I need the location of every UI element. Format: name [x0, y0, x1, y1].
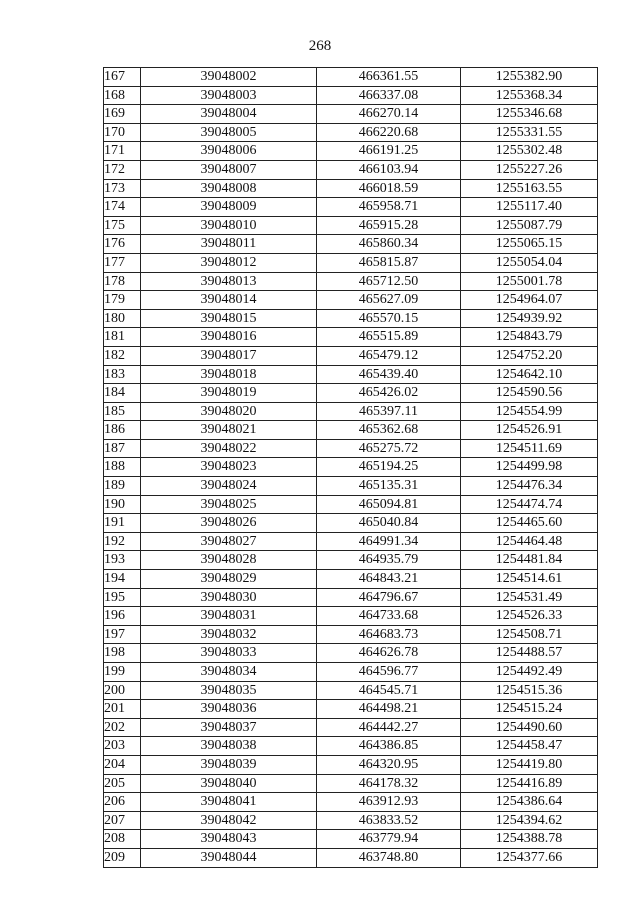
row-number-cell: 182 — [104, 346, 141, 365]
row-number-cell: 195 — [104, 588, 141, 607]
y-coordinate-cell: 1254752.20 — [461, 346, 598, 365]
point-id-cell: 39048021 — [141, 421, 317, 440]
y-coordinate-cell: 1254642.10 — [461, 365, 598, 384]
point-id-cell: 39048023 — [141, 458, 317, 477]
row-number-cell: 187 — [104, 439, 141, 458]
table-row — [104, 291, 598, 310]
y-coordinate-cell: 1255368.34 — [461, 86, 598, 105]
x-coordinate-cell: 465815.87 — [317, 253, 461, 272]
y-coordinate-cell: 1255302.48 — [461, 142, 598, 161]
y-coordinate-cell: 1255054.04 — [461, 253, 598, 272]
y-coordinate-cell: 1255087.79 — [461, 216, 598, 235]
point-id-cell: 39048004 — [141, 105, 317, 124]
point-id-cell: 39048012 — [141, 253, 317, 272]
point-id-cell: 39048030 — [141, 588, 317, 607]
y-coordinate-cell: 1255382.90 — [461, 68, 598, 87]
y-coordinate-cell: 1254474.74 — [461, 495, 598, 514]
table-row — [104, 570, 598, 589]
row-number-cell: 192 — [104, 532, 141, 551]
row-number-cell: 196 — [104, 607, 141, 626]
y-coordinate-cell: 1254531.49 — [461, 588, 598, 607]
table-row — [104, 235, 598, 254]
y-coordinate-cell: 1255065.15 — [461, 235, 598, 254]
row-number-cell: 174 — [104, 198, 141, 217]
x-coordinate-cell: 465915.28 — [317, 216, 461, 235]
table-row — [104, 439, 598, 458]
row-number-cell: 183 — [104, 365, 141, 384]
point-id-cell: 39048019 — [141, 384, 317, 403]
row-number-cell: 203 — [104, 737, 141, 756]
y-coordinate-cell: 1254939.92 — [461, 309, 598, 328]
table-row — [104, 793, 598, 812]
point-id-cell: 39048040 — [141, 774, 317, 793]
y-coordinate-cell: 1254490.60 — [461, 718, 598, 737]
y-coordinate-cell: 1254464.48 — [461, 532, 598, 551]
point-id-cell: 39048013 — [141, 272, 317, 291]
table-row — [104, 421, 598, 440]
point-id-cell: 39048028 — [141, 551, 317, 570]
x-coordinate-cell: 465040.84 — [317, 514, 461, 533]
y-coordinate-cell: 1254843.79 — [461, 328, 598, 347]
y-coordinate-cell: 1254526.91 — [461, 421, 598, 440]
y-coordinate-cell: 1254377.66 — [461, 848, 598, 867]
x-coordinate-cell: 464178.32 — [317, 774, 461, 793]
x-coordinate-cell: 464935.79 — [317, 551, 461, 570]
point-id-cell: 39048039 — [141, 755, 317, 774]
point-id-cell: 39048007 — [141, 160, 317, 179]
y-coordinate-cell: 1255163.55 — [461, 179, 598, 198]
table-row — [104, 811, 598, 830]
y-coordinate-cell: 1254514.61 — [461, 570, 598, 589]
x-coordinate-cell: 466270.14 — [317, 105, 461, 124]
y-coordinate-cell: 1254388.78 — [461, 830, 598, 849]
point-id-cell: 39048038 — [141, 737, 317, 756]
row-number-cell: 207 — [104, 811, 141, 830]
table-row — [104, 774, 598, 793]
table-row — [104, 384, 598, 403]
row-number-cell: 170 — [104, 123, 141, 142]
table-row — [104, 848, 598, 867]
row-number-cell: 184 — [104, 384, 141, 403]
x-coordinate-cell: 465362.68 — [317, 421, 461, 440]
y-coordinate-cell: 1254515.36 — [461, 681, 598, 700]
point-id-cell: 39048010 — [141, 216, 317, 235]
point-id-cell: 39048043 — [141, 830, 317, 849]
x-coordinate-cell: 464796.67 — [317, 588, 461, 607]
row-number-cell: 175 — [104, 216, 141, 235]
row-number-cell: 190 — [104, 495, 141, 514]
y-coordinate-cell: 1255117.40 — [461, 198, 598, 217]
x-coordinate-cell: 465627.09 — [317, 291, 461, 310]
x-coordinate-cell: 466361.55 — [317, 68, 461, 87]
table-row — [104, 68, 598, 87]
table-row — [104, 160, 598, 179]
x-coordinate-cell: 465426.02 — [317, 384, 461, 403]
y-coordinate-cell: 1254458.47 — [461, 737, 598, 756]
page-number: 268 — [308, 38, 332, 54]
x-coordinate-cell: 464442.27 — [317, 718, 461, 737]
x-coordinate-cell: 464596.77 — [317, 663, 461, 682]
table-row — [104, 365, 598, 384]
table-row — [104, 198, 598, 217]
row-number-cell: 188 — [104, 458, 141, 477]
table-row — [104, 142, 598, 161]
x-coordinate-cell: 465712.50 — [317, 272, 461, 291]
y-coordinate-cell: 1254386.64 — [461, 793, 598, 812]
row-number-cell: 206 — [104, 793, 141, 812]
point-id-cell: 39048025 — [141, 495, 317, 514]
y-coordinate-cell: 1254394.62 — [461, 811, 598, 830]
x-coordinate-cell: 466018.59 — [317, 179, 461, 198]
x-coordinate-cell: 465194.25 — [317, 458, 461, 477]
row-number-cell: 169 — [104, 105, 141, 124]
table-row — [104, 216, 598, 235]
y-coordinate-cell: 1255331.55 — [461, 123, 598, 142]
x-coordinate-cell: 463833.52 — [317, 811, 461, 830]
row-number-cell: 193 — [104, 551, 141, 570]
x-coordinate-cell: 466337.08 — [317, 86, 461, 105]
x-coordinate-cell: 465515.89 — [317, 328, 461, 347]
y-coordinate-cell: 1254465.60 — [461, 514, 598, 533]
table-row — [104, 830, 598, 849]
x-coordinate-cell: 464991.34 — [317, 532, 461, 551]
x-coordinate-cell: 464498.21 — [317, 700, 461, 719]
x-coordinate-cell: 465479.12 — [317, 346, 461, 365]
point-id-cell: 39048005 — [141, 123, 317, 142]
table-row — [104, 477, 598, 496]
point-id-cell: 39048020 — [141, 402, 317, 421]
table-row — [104, 737, 598, 756]
row-number-cell: 177 — [104, 253, 141, 272]
y-coordinate-cell: 1254488.57 — [461, 644, 598, 663]
point-id-cell: 39048022 — [141, 439, 317, 458]
y-coordinate-cell: 1254416.89 — [461, 774, 598, 793]
row-number-cell: 167 — [104, 68, 141, 87]
y-coordinate-cell: 1254508.71 — [461, 625, 598, 644]
point-id-cell: 39048026 — [141, 514, 317, 533]
row-number-cell: 189 — [104, 477, 141, 496]
table-row — [104, 179, 598, 198]
row-number-cell: 179 — [104, 291, 141, 310]
point-id-cell: 39048011 — [141, 235, 317, 254]
row-number-cell: 185 — [104, 402, 141, 421]
table-row — [104, 105, 598, 124]
x-coordinate-cell: 465570.15 — [317, 309, 461, 328]
row-number-cell: 197 — [104, 625, 141, 644]
point-id-cell: 39048044 — [141, 848, 317, 867]
row-number-cell: 208 — [104, 830, 141, 849]
x-coordinate-cell: 464545.71 — [317, 681, 461, 700]
point-id-cell: 39048042 — [141, 811, 317, 830]
point-id-cell: 39048034 — [141, 663, 317, 682]
row-number-cell: 201 — [104, 700, 141, 719]
x-coordinate-cell: 463912.93 — [317, 793, 461, 812]
y-coordinate-cell: 1254499.98 — [461, 458, 598, 477]
y-coordinate-cell: 1254476.34 — [461, 477, 598, 496]
y-coordinate-cell: 1254515.24 — [461, 700, 598, 719]
point-id-cell: 39048031 — [141, 607, 317, 626]
point-id-cell: 39048015 — [141, 309, 317, 328]
table-row — [104, 644, 598, 663]
row-number-cell: 172 — [104, 160, 141, 179]
x-coordinate-cell: 463748.80 — [317, 848, 461, 867]
table-row — [104, 495, 598, 514]
x-coordinate-cell: 464683.73 — [317, 625, 461, 644]
row-number-cell: 194 — [104, 570, 141, 589]
point-id-cell: 39048037 — [141, 718, 317, 737]
x-coordinate-cell: 465094.81 — [317, 495, 461, 514]
y-coordinate-cell: 1255001.78 — [461, 272, 598, 291]
table-row — [104, 123, 598, 142]
table-row — [104, 663, 598, 682]
point-id-cell: 39048036 — [141, 700, 317, 719]
x-coordinate-cell: 464320.95 — [317, 755, 461, 774]
x-coordinate-cell: 466191.25 — [317, 142, 461, 161]
x-coordinate-cell: 466103.94 — [317, 160, 461, 179]
table-row — [104, 551, 598, 570]
row-number-cell: 171 — [104, 142, 141, 161]
x-coordinate-cell: 465958.71 — [317, 198, 461, 217]
point-id-cell: 39048008 — [141, 179, 317, 198]
x-coordinate-cell: 464843.21 — [317, 570, 461, 589]
x-coordinate-cell: 465135.31 — [317, 477, 461, 496]
point-id-cell: 39048002 — [141, 68, 317, 87]
y-coordinate-cell: 1255227.26 — [461, 160, 598, 179]
point-id-cell: 39048006 — [141, 142, 317, 161]
point-id-cell: 39048003 — [141, 86, 317, 105]
row-number-cell: 198 — [104, 644, 141, 663]
table-row — [104, 607, 598, 626]
x-coordinate-cell: 465397.11 — [317, 402, 461, 421]
x-coordinate-cell: 465860.34 — [317, 235, 461, 254]
point-id-cell: 39048041 — [141, 793, 317, 812]
row-number-cell: 204 — [104, 755, 141, 774]
table-row — [104, 402, 598, 421]
row-number-cell: 173 — [104, 179, 141, 198]
table-row — [104, 588, 598, 607]
table-row — [104, 755, 598, 774]
row-number-cell: 168 — [104, 86, 141, 105]
y-coordinate-cell: 1254590.56 — [461, 384, 598, 403]
y-coordinate-cell: 1254419.80 — [461, 755, 598, 774]
y-coordinate-cell: 1254481.84 — [461, 551, 598, 570]
point-id-cell: 39048016 — [141, 328, 317, 347]
row-number-cell: 176 — [104, 235, 141, 254]
table-row — [104, 272, 598, 291]
x-coordinate-cell: 464733.68 — [317, 607, 461, 626]
row-number-cell: 180 — [104, 309, 141, 328]
x-coordinate-cell: 465275.72 — [317, 439, 461, 458]
y-coordinate-cell: 1254492.49 — [461, 663, 598, 682]
point-id-cell: 39048035 — [141, 681, 317, 700]
row-number-cell: 191 — [104, 514, 141, 533]
row-number-cell: 209 — [104, 848, 141, 867]
table-row — [104, 346, 598, 365]
x-coordinate-cell: 466220.68 — [317, 123, 461, 142]
coordinates-table-body — [104, 68, 598, 868]
table-row — [104, 253, 598, 272]
table-row — [104, 700, 598, 719]
table-row — [104, 681, 598, 700]
row-number-cell: 181 — [104, 328, 141, 347]
y-coordinate-cell: 1254554.99 — [461, 402, 598, 421]
table-row — [104, 514, 598, 533]
x-coordinate-cell: 464386.85 — [317, 737, 461, 756]
point-id-cell: 39048033 — [141, 644, 317, 663]
x-coordinate-cell: 463779.94 — [317, 830, 461, 849]
y-coordinate-cell: 1254511.69 — [461, 439, 598, 458]
row-number-cell: 178 — [104, 272, 141, 291]
point-id-cell: 39048027 — [141, 532, 317, 551]
point-id-cell: 39048009 — [141, 198, 317, 217]
point-id-cell: 39048017 — [141, 346, 317, 365]
row-number-cell: 200 — [104, 681, 141, 700]
table-row — [104, 718, 598, 737]
y-coordinate-cell: 1254526.33 — [461, 607, 598, 626]
row-number-cell: 202 — [104, 718, 141, 737]
point-id-cell: 39048029 — [141, 570, 317, 589]
x-coordinate-cell: 464626.78 — [317, 644, 461, 663]
table-row — [104, 625, 598, 644]
point-id-cell: 39048032 — [141, 625, 317, 644]
row-number-cell: 205 — [104, 774, 141, 793]
coordinates-table — [103, 67, 598, 868]
table-row — [104, 309, 598, 328]
row-number-cell: 186 — [104, 421, 141, 440]
point-id-cell: 39048014 — [141, 291, 317, 310]
table-row — [104, 86, 598, 105]
row-number-cell: 199 — [104, 663, 141, 682]
table-row — [104, 458, 598, 477]
y-coordinate-cell: 1255346.68 — [461, 105, 598, 124]
point-id-cell: 39048018 — [141, 365, 317, 384]
y-coordinate-cell: 1254964.07 — [461, 291, 598, 310]
table-row — [104, 532, 598, 551]
x-coordinate-cell: 465439.40 — [317, 365, 461, 384]
point-id-cell: 39048024 — [141, 477, 317, 496]
table-row — [104, 328, 598, 347]
